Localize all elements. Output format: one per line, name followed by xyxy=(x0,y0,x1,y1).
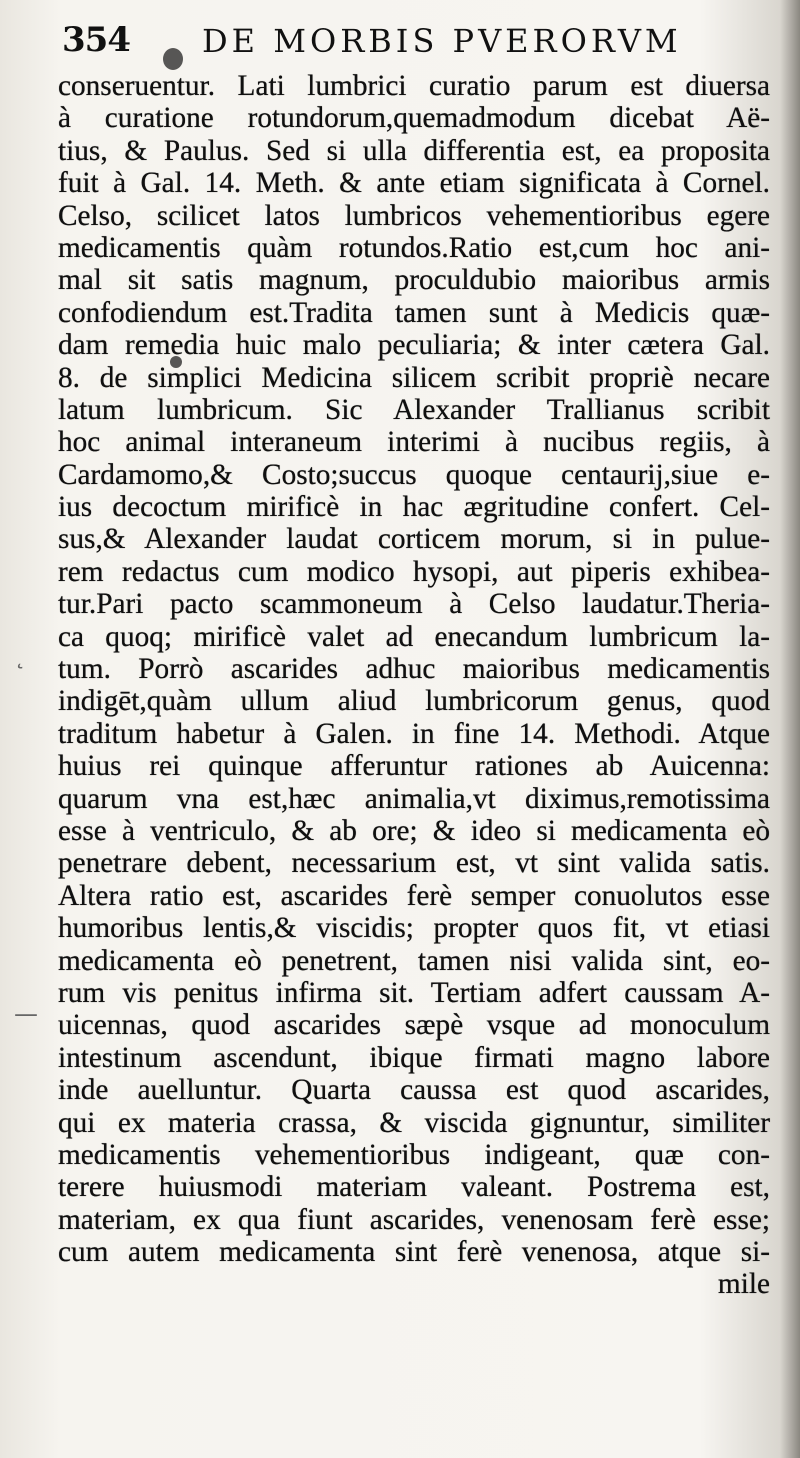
text-line: Cardamomo,& Costo;succus quoque centaurij,siue e- xyxy=(58,458,770,491)
text-line: tum. Porrò ascarides adhuc maioribus medicamentis xyxy=(58,653,770,686)
ink-blot xyxy=(163,48,183,70)
text-line: rum vis penitus infirma sit. Tertiam adfert caussam A- xyxy=(58,976,770,1009)
text-line: medicamenta eò penetrent, tamen nisi valida sint, eo- xyxy=(58,944,770,977)
text-line: conseruentur. Lati lumbrici curatio parum est diuersa xyxy=(58,70,770,102)
text-line: quarum vna est,hæc animalia,vt diximus,remotissima xyxy=(58,782,770,815)
text-line: qui ex materia crassa, & viscida gignuntur, similiter xyxy=(58,1106,770,1139)
text-line: fuit à Gal. 14. Meth. & ante etiam significata à Cornel. xyxy=(58,167,770,200)
text-line: Altera ratio est, ascarides ferè semper conuolutos esse xyxy=(58,879,770,912)
text-line: tur.Pari pacto scammoneum à Celso laudatur.Theria- xyxy=(58,588,770,621)
text-line: 8. de simplici Medicina silicem scribit propriè necare xyxy=(58,361,770,394)
page-number: 354 xyxy=(62,20,130,60)
running-head: DE MORBIS PVERORVM xyxy=(202,22,682,60)
margin-mark: ˛ xyxy=(14,642,26,670)
text-line: Celso, scilicet latos lumbricos vehementioribus egere xyxy=(58,199,770,232)
text-line: inde auelluntur. Quarta caussa est quod ascarides, xyxy=(58,1074,770,1107)
text-line: mal sit satis magnum, proculdubio maioribus armis xyxy=(58,264,770,297)
text-line: dam remedia huic malo peculiaria; & inter cætera Gal. xyxy=(58,329,770,362)
text-line: medicamentis vehementioribus indigeant, quæ con- xyxy=(58,1138,770,1171)
text-line: à curatione rotundorum,quemadmodum dicebat Aë- xyxy=(58,102,770,135)
text-line: huius rei quinque afferuntur rationes ab Auicenna: xyxy=(58,750,770,783)
text-line: materiam, ex qua fiunt ascarides, venenosam ferè esse; xyxy=(58,1203,770,1236)
text-line: rem redactus cum modico hysopi, aut piperis exhibea- xyxy=(58,555,770,588)
text-line: cum autem medicamenta sint ferè venenosa, atque si- xyxy=(58,1236,770,1269)
text-line: ius decoctum mirificè in hac ægritudine confert. Cel- xyxy=(58,491,770,524)
text-line: confodiendum est.Tradita tamen sunt à Medicis quæ- xyxy=(58,296,770,329)
text-line: esse à ventriculo, & ab ore; & ideo si medicamenta eò xyxy=(58,814,770,847)
text-line: hoc animal interaneum interimi à nucibus regiis, à xyxy=(58,426,770,459)
body-text xyxy=(58,70,770,1301)
text-line: tius, & Paulus. Sed si ulla differentia est, ea proposita xyxy=(58,134,770,167)
text-line: traditum habetur à Galen. in fine 14. Methodi. Atque xyxy=(58,717,770,750)
text-line: intestinum ascendunt, ibique firmati magno labore xyxy=(58,1041,770,1074)
text-line: terere huiusmodi materiam valeant. Postrema est, xyxy=(58,1171,770,1204)
text-line: penetrare debent, necessarium est, vt sint valida satis. xyxy=(58,847,770,880)
text-line: humoribus lentis,& viscidis; propter quos fit, vt etiasi xyxy=(58,912,770,945)
text-line: medicamentis quàm rotundos.Ratio est,cum hoc ani- xyxy=(58,231,770,264)
text-line: latum lumbricum. Sic Alexander Trallianus scribit xyxy=(58,393,770,426)
text-line: ca quoq; mirificè valet ad enecandum lumbricum la- xyxy=(58,620,770,653)
margin-mark: — xyxy=(14,1000,38,1028)
text-line: uicennas, quod ascarides sæpè vsque ad monoculum xyxy=(58,1009,770,1042)
text-line: mile xyxy=(717,1268,770,1301)
text-line: sus,& Alexander laudat corticem morum, si in pulue- xyxy=(58,523,770,556)
text-line: indigēt,quàm ullum aliud lumbricorum genus, quod xyxy=(58,685,770,718)
